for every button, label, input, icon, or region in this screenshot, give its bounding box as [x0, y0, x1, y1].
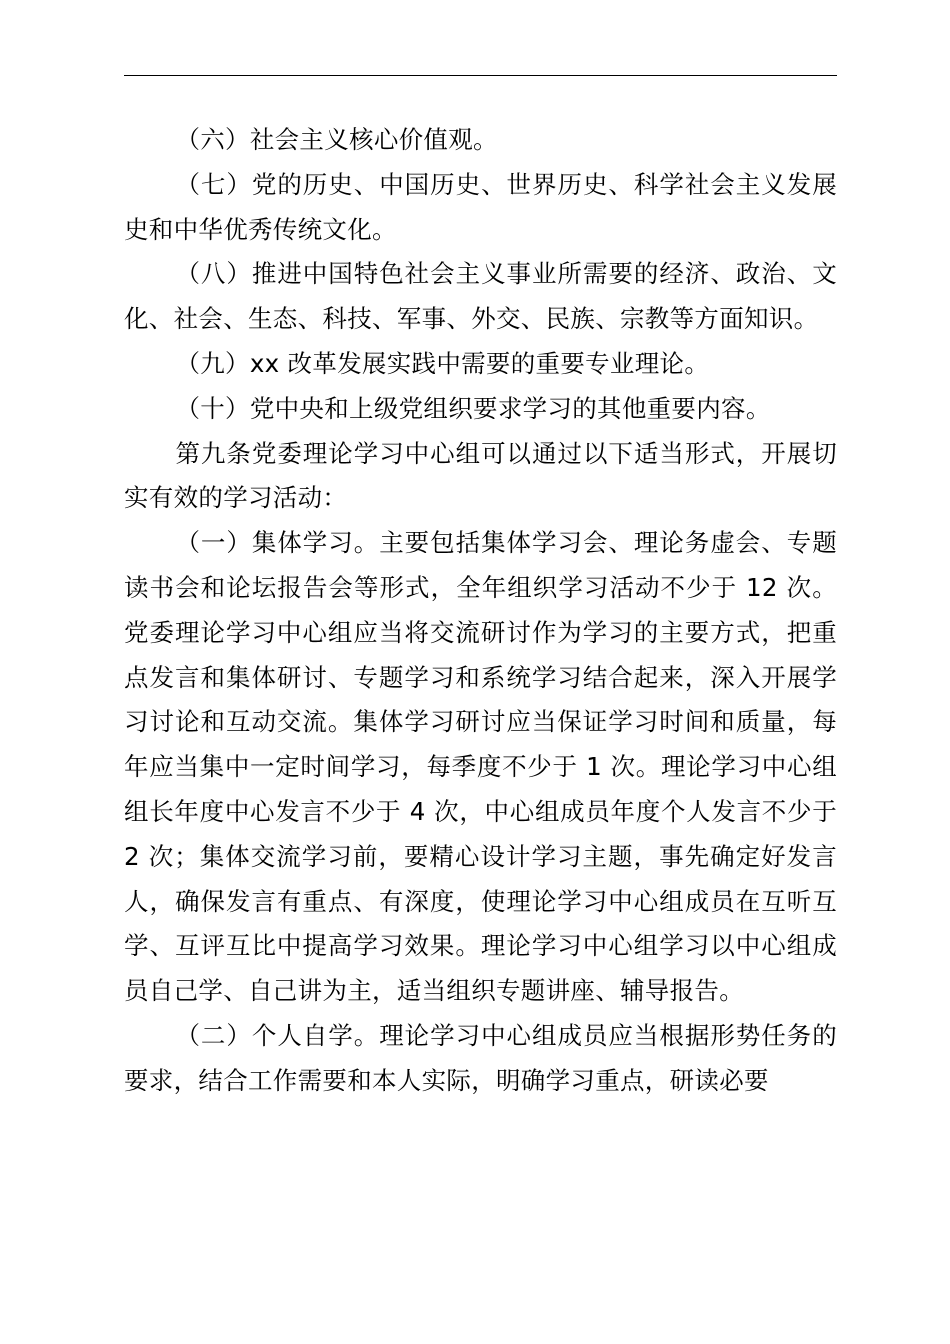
paragraph-collective-study: （一）集体学习。主要包括集体学习会、理论务虚会、专题读书会和论坛报告会等形式，全年组织学习活动不少于 12 次。党委理论学习中心组应当将交流研讨作为学习的主要方式，把重点发言和集体研讨、专题学习和系统学习结合起来，深入开展学习讨论和互动交流。集体学习研讨应当保证学习时间和质量，每年应当集中一定时间学习，每季度不少于 1 次。理论学习中心组组长年度中心发言不少于 4 次，中心组成员年度个人发言不少于 2 次；集体交流学习前，要精心设计学习主题，事先确定好发言人，确保发言有重点、有深度，使理论学习中心组成员在互听互学、互评互比中提高学习效果。理论学习中心组学习以中心组成员自己学、自己讲为主，适当组织专题讲座、辅导报告。: [124, 528, 837, 1006]
article-9-heading: 第九条党委理论学习中心组可以通过以下适当形式，开展切实有效的学习活动：: [124, 438, 837, 513]
paragraph-8-knowledge: （八）推进中国特色社会主义事业所需要的经济、政治、文化、社会、生态、科技、军事、外交、民族、宗教等方面知识。: [124, 259, 837, 334]
header-rule: [124, 75, 837, 76]
document-body: [124, 118, 837, 1104]
paragraph-10-other-content: （十）党中央和上级党组织要求学习的其他重要内容。: [175, 393, 771, 423]
paragraph-7-history: （七）党的历史、中国历史、世界历史、科学社会主义发展史和中华优秀传统文化。: [124, 169, 837, 244]
paragraph-individual-study: （二）个人自学。理论学习中心组成员应当根据形势任务的要求，结合工作需要和本人实际，明确学习重点，研读必要: [124, 1020, 837, 1095]
paragraph-6-core-values: （六）社会主义核心价值观。: [175, 125, 498, 154]
paragraph-9-theory: （九）xx 改革发展实践中需要的重要专业理论。: [175, 348, 710, 378]
